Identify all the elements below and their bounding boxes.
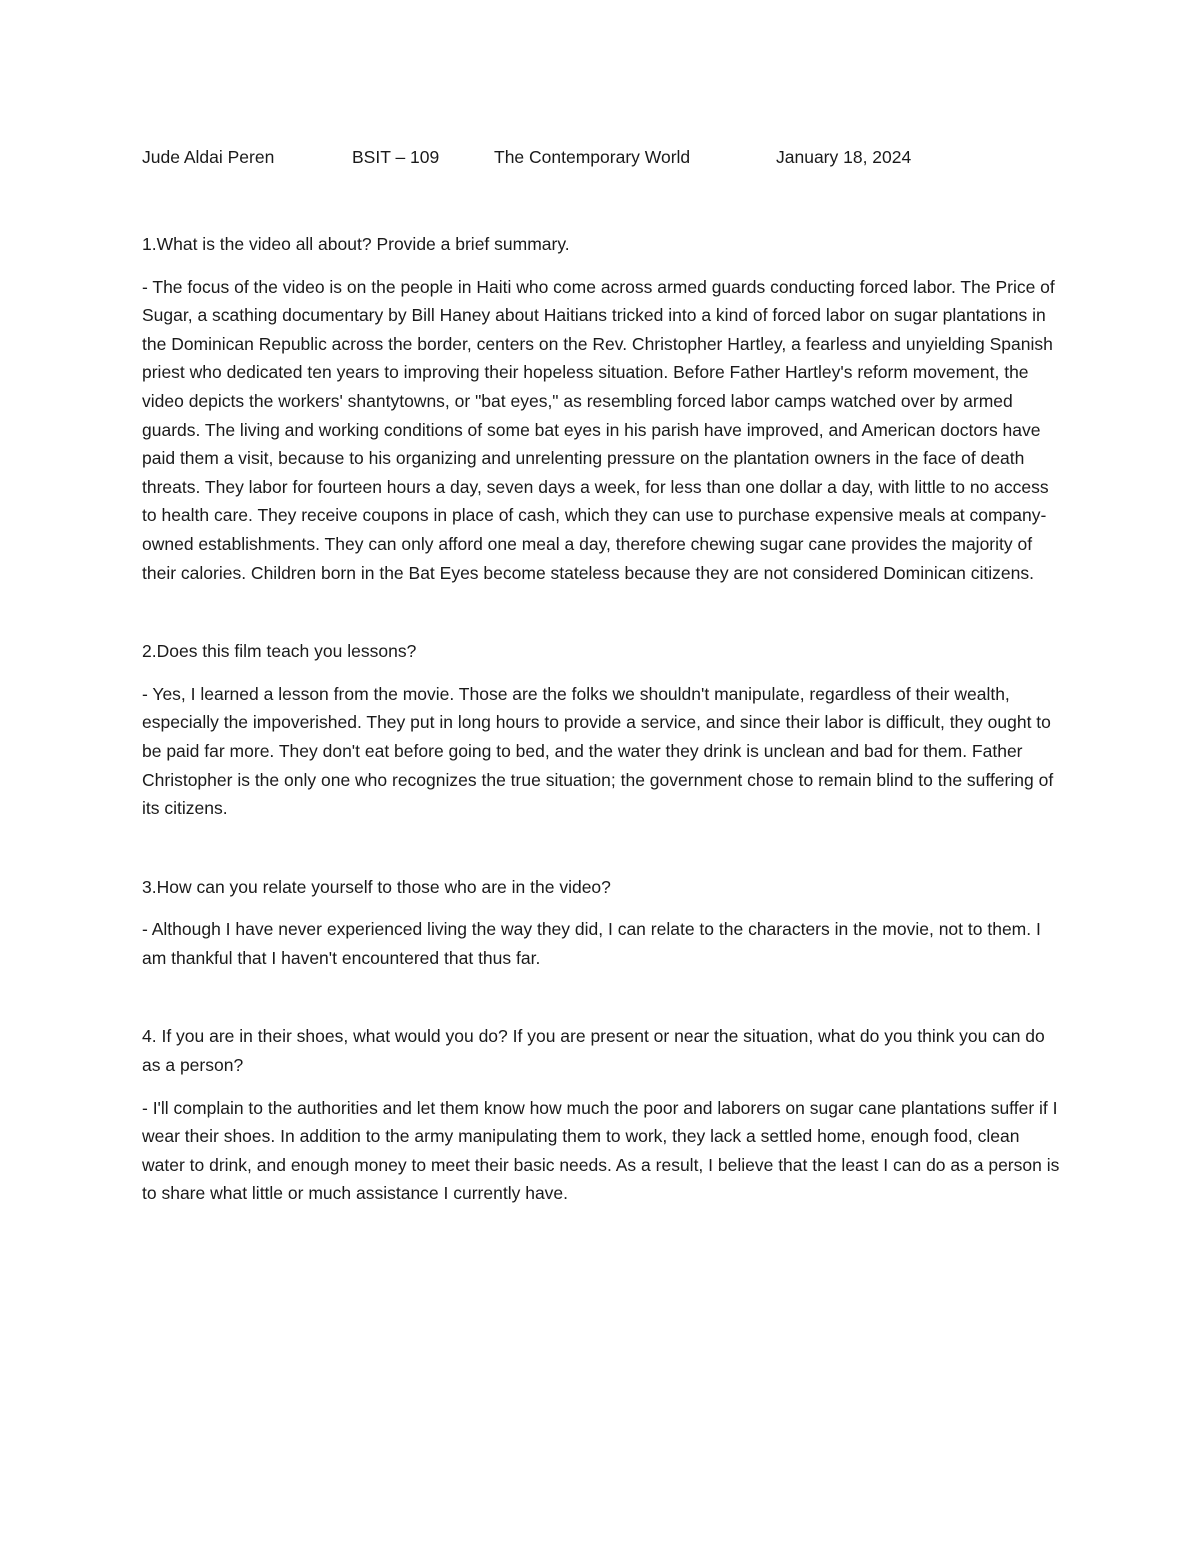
course-section: BSIT – 109	[352, 147, 440, 167]
qa-section-2	[142, 637, 1062, 823]
question-1: 1.What is the video all about? Provide a brief summary.	[142, 234, 570, 254]
document-header	[142, 144, 1062, 170]
answer-3: - Although I have never experienced living the way they did, I can relate to the characters in the movie, not to them. I am thankful that I haven't encountered that thus far.	[142, 919, 1041, 968]
subject-title: The Contemporary World	[494, 147, 691, 167]
qa-section-4	[142, 1022, 1062, 1208]
answer-2: - Yes, I learned a lesson from the movie. Those are the folks we shouldn't manipulate, regardless of their wealth, especially the impoverished. They put in long hours to provide a service, and since their labor is difficult, they ought to be paid far more. They don't eat before going to bed, and the water they drink is unclean and bad for them. Father Christopher is the only one who recognizes the true situation; the government chose to remain blind to the suffering of its citizens.	[142, 683, 1054, 819]
document-date: January 18, 2024	[776, 147, 912, 167]
student-name: Jude Aldai Peren	[142, 147, 275, 167]
answer-1: - The focus of the video is on the people in Haiti who come across armed guards conducting forced labor. The Price of Sugar, a scathing documentary by Bill Haney about Haitians tricked into a kind of forced labor on sugar plantations in the Dominican Republic across the border, centers on the Rev. Christopher Hartley, a fearless and unyielding Spanish priest who dedicated ten years to improving their hopeless situation. Before Father Hartley's reform movement, the video depicts the workers' shantytowns, or "bat eyes," as resembling forced labor camps watched over by armed guards. The living and working conditions of some bat eyes in his parish have improved, and American doctors have paid them a visit, because to his organizing and unrelenting pressure on the plantation owners in the face of death threats. They labor for fourteen hours a day, seven days a week, for less than one dollar a day, with little to no access to health care. They receive coupons in place of cash, which they can use to purchase expensive meals at company-owned establishments. They can only afford one meal a day, therefore chewing sugar cane provides the majority of their calories. Children born in the Bat Eyes become stateless because they are not considered Dominican citizens.	[142, 276, 1055, 583]
qa-section-1	[142, 230, 1062, 587]
question-3: 3.How can you relate yourself to those who are in the video?	[142, 876, 611, 897]
answer-4: - I'll complain to the authorities and let them know how much the poor and laborers on sugar cane plantations suffer if I wear their shoes. In addition to the army manipulating them to work, they lack a settled home, enough food, clean water to drink, and enough money to meet their basic needs. As a result, I believe that the least I can do as a person is to share what little or much assistance I currently have.	[142, 1097, 1060, 1204]
qa-section-3	[142, 873, 1062, 973]
document-body	[142, 230, 1062, 1208]
question-2: 2.Does this film teach you lessons?	[142, 641, 417, 662]
question-4: 4. If you are in their shoes, what would you do? If you are present or near the situation, what do you think you can do as a person?	[142, 1026, 1045, 1076]
